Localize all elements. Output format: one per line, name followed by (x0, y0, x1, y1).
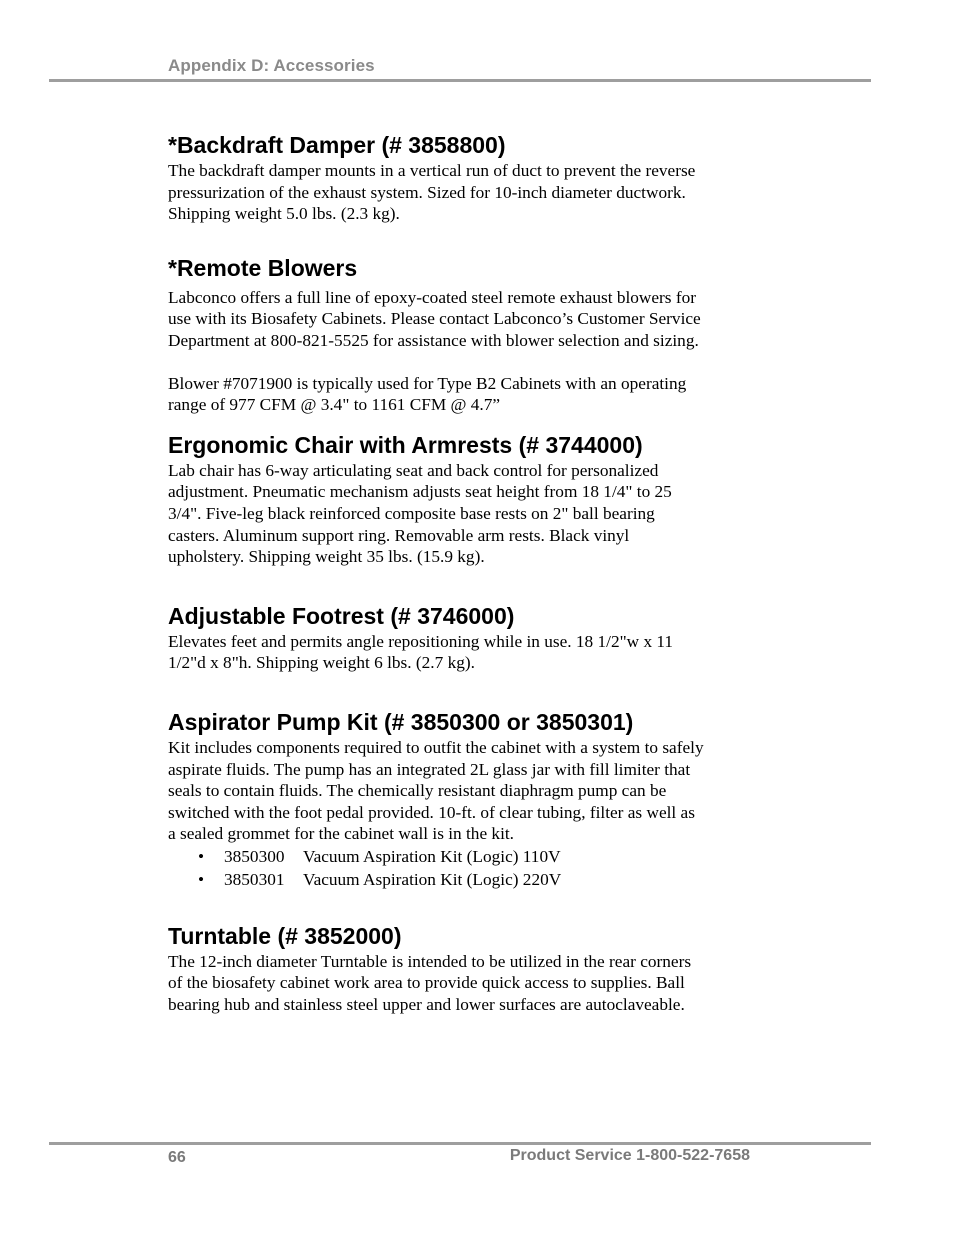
list-item (168, 868, 768, 891)
text-line: Department at 800-821-5525 for assistance with blower selection and sizing. (168, 330, 699, 350)
text-line: Shipping weight 5.0 lbs. (2.3 kg). (168, 204, 400, 224)
paragraph (168, 631, 768, 674)
text-line: Labconco offers a full line of epoxy-coated steel remote exhaust blowers for (168, 287, 696, 307)
section-heading: *Backdraft Damper (# 3858800) (168, 132, 506, 158)
section-backdraft-damper (168, 130, 768, 225)
text-line: 3/4". Five-leg black reinforced composite base rests on 2" ball bearing (168, 503, 655, 523)
part-number: 3850301 (224, 869, 285, 889)
section-turntable (168, 921, 768, 1016)
text-line: bearing hub and stainless steel upper and lower surfaces are autoclaveable. (168, 995, 685, 1015)
section-heading: Aspirator Pump Kit (# 3850300 or 3850301) (168, 708, 634, 735)
text-line: Blower #7071900 is typically used for Type B2 Cabinets with an operating (168, 373, 687, 393)
paragraph (168, 737, 768, 845)
part-number: 3850300 (224, 846, 285, 866)
bullet-icon: • (198, 846, 205, 866)
footer-service-line: Product Service 1-800-522-7658 (509, 1147, 750, 1164)
text-line: adjustment. Pneumatic mechanism adjusts seat height from 18 1/4" to 25 (168, 482, 672, 502)
section-ergonomic-chair (168, 430, 768, 568)
paragraph (168, 460, 768, 568)
part-description: Vacuum Aspiration Kit (Logic) 220V (303, 869, 562, 889)
text-line: Kit includes components required to outfit the cabinet with a system to safely (168, 737, 704, 757)
text-line: seals to contain fluids. The chemically resistant diaphragm pump can be (168, 781, 667, 801)
text-line: The 12-inch diameter Turntable is intended to be utilized in the rear corners (168, 951, 692, 971)
text-line: switched with the foot pedal provided. 10-ft. of clear tubing, filter as well as (168, 802, 695, 822)
page-content (168, 130, 768, 1016)
text-line: aspirate fluids. The pump has an integrated 2L glass jar with fill limiter that (168, 759, 691, 779)
text-line: range of 977 CFM @ 3.4" to 1161 CFM @ 4.7” (168, 395, 501, 415)
section-heading: *Remote Blowers (168, 254, 358, 281)
text-line: Elevates feet and permits angle repositioning while in use. 18 1/2"w x 11 (168, 631, 674, 651)
section-adjustable-footrest (168, 601, 768, 674)
paragraph (168, 160, 768, 225)
section-remote-blowers (168, 253, 768, 416)
footer-rule (49, 1142, 871, 1145)
running-head: Appendix D: Accessories (168, 56, 375, 75)
text-line: 1/2"d x 8"h. Shipping weight 6 lbs. (2.7 kg). (168, 653, 475, 673)
paragraph (168, 951, 768, 1016)
text-line: use with its Biosafety Cabinets. Please contact Labconco’s Customer Service (168, 309, 701, 329)
section-aspirator-pump-kit (168, 707, 768, 891)
text-line: of the biosafety cabinet work area to provide quick access to supplies. Ball (168, 973, 685, 993)
header-rule (49, 79, 871, 82)
text-line: casters. Aluminum support ring. Removable arm rests. Black vinyl (168, 525, 630, 545)
part-description: Vacuum Aspiration Kit (Logic) 110V (303, 846, 561, 866)
bullet-icon: • (198, 869, 205, 889)
bullet-list (168, 845, 768, 891)
text-line: a sealed grommet for the cabinet wall is in the kit. (168, 824, 514, 844)
text-line: pressurization of the exhaust system. Sized for 10-inch diameter ductwork. (168, 182, 686, 202)
text-line: Lab chair has 6-way articulating seat and back control for personalized (168, 460, 659, 480)
section-heading: Ergonomic Chair with Armrests (# 3744000) (168, 431, 643, 458)
paragraph (168, 373, 768, 416)
section-heading: Adjustable Footrest (# 3746000) (168, 602, 515, 629)
page-number: 66 (168, 1149, 186, 1166)
list-item (168, 845, 768, 868)
text-line: The backdraft damper mounts in a vertical run of duct to prevent the reverse (168, 161, 696, 180)
paragraph (168, 287, 768, 352)
section-heading: Turntable (# 3852000) (168, 922, 402, 949)
text-line: upholstery. Shipping weight 35 lbs. (15.9 kg). (168, 547, 485, 567)
